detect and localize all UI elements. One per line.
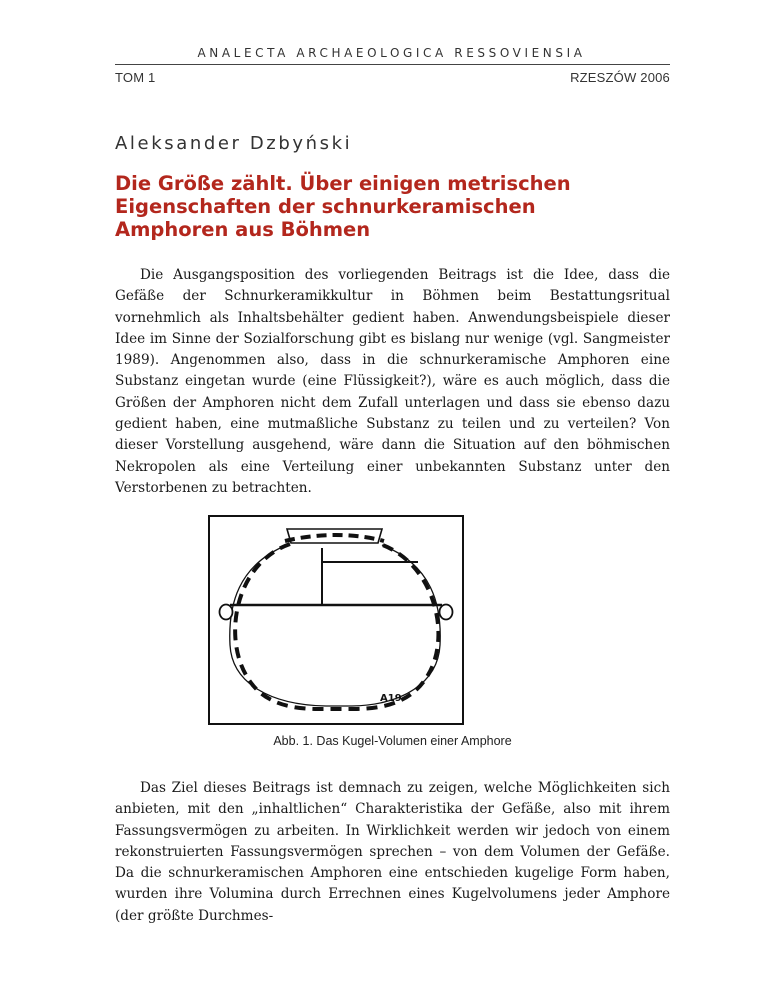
article-title: Die Größe zählt. Über einigen metrischen Eigenschaften der schnurkeramischen Amphoren aus Böhmen	[115, 172, 571, 241]
journal-series-title: ANALECTA ARCHAEOLOGICA RESSOVIENSIA	[197, 46, 586, 60]
paragraph-aim: Das Ziel dieses Beitrags ist demnach zu zeigen, welche Möglichkeiten sich anbieten, mit den „inhaltlichen“ Charakteristika der Gefäße, also mit ihrem Fassungsvermögen zu arbeiten. In Wirklichkeit werden wir jedoch von einem rekonstruierten Fassungsvermögen sprechen – von dem Volumen der Gefäße. Da die schnurkeramischen Amphoren eine entschieden kugelige Form haben, wurden ihre Volumina durch Errechnen eines Kugelvolumens jeder Amphore (der größte Durchmes-	[115, 780, 670, 924]
place-year-label: RZESZÓW 2006	[570, 70, 670, 85]
header-divider	[115, 64, 670, 65]
figure-label: A19	[380, 693, 402, 704]
figure-frame	[209, 516, 463, 724]
left-handle	[220, 605, 233, 620]
figure-caption: Abb. 1. Das Kugel-Volumen einer Amphore	[273, 734, 512, 748]
author-name: Aleksander Dzbyński	[115, 133, 353, 154]
right-handle	[440, 605, 453, 620]
amphora-drawing	[208, 515, 464, 725]
volume-label: TOM 1	[115, 70, 156, 85]
paragraph-intro: Die Ausgangsposition des vorliegenden Beitrags ist die Idee, dass die Gefäße der Schnurkeramikkultur in Böhmen beim Bestattungsritual vornehmlich als Inhaltsbehälter gedient haben. Anwendungsbeispiele dieser Idee im Sinne der Sozialforschung gibt es bislang nur wenige (vgl. Sangmeister 1989). Angenommen also, dass in die schnurkeramische Amphoren eine Substanz eingetan wurde (eine Flüssigkeit?), wäre es auch möglich, dass die Größen der Amphoren nicht dem Zufall unterlagen und dass sie ebenso dazu gedient haben, eine mutmaßliche Substanz zu teilen und zu verteilen? Von dieser Vorstellung ausgehend, wäre dann die Situation auf den böhmischen Nekropolen als eine Verteilung einer unbekannten Substanz unter den Verstorbenen zu betrachten.	[115, 267, 670, 496]
amphora-figure	[208, 515, 464, 725]
